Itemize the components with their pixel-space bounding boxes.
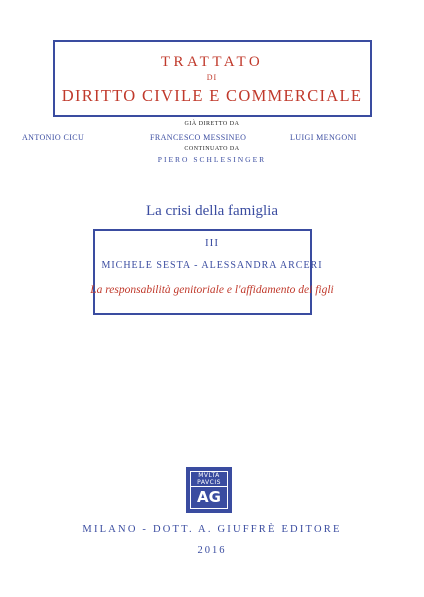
volume-authors: MICHELE SESTA - ALESSANDRA ARCERI [101,260,323,271]
logo-motto-line2: PAVCIS [197,479,221,486]
series-name-line2: DI [206,73,218,82]
publisher-logo [186,467,232,513]
editor-name: FRANCESCO MESSINEO [150,133,247,142]
directed-by-label: GIÀ DIRETTO DA [184,121,240,127]
continued-by-label: CONTINUATO DA [184,146,240,152]
series-name-line1: TRATTATO [160,54,264,70]
publication-year: 2016 [197,545,227,556]
volume-subtitle: La responsabilità genitoriale e l'affidamento dei figli [90,284,334,296]
editor-name: ANTONIO CICU [22,133,85,142]
series-name-line3: DIRITTO CIVILE E COMMERCIALE [61,86,363,105]
volume-number: III [205,237,219,249]
logo-monogram: AG [197,488,221,506]
continued-by-name: PIERO SCHLESINGER [157,155,267,164]
publisher-name: MILANO - DOTT. A. GIUFFRÈ EDITORE [82,524,342,535]
series-title: La crisi della famiglia [145,203,279,219]
logo-divider [190,486,228,487]
editor-name: LUIGI MENGONI [290,133,357,142]
logo-motto-line1: MVLTA [198,472,220,479]
editors-row [0,133,424,145]
